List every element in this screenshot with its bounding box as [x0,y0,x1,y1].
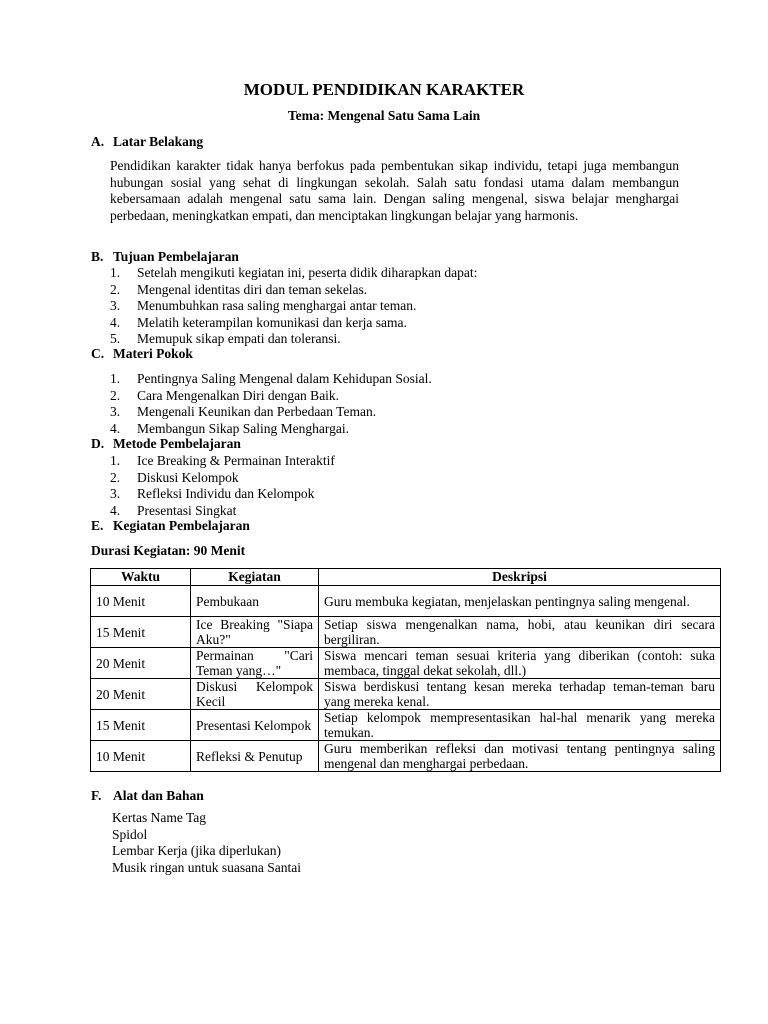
cell-deskripsi: Setiap kelompok mempresentasikan hal-hal menarik yang mereka temukan. [319,710,721,741]
section-b-list [110,265,477,348]
section-b-heading [91,249,239,265]
list-item: 1. Setelah mengikuti kegiatan ini, peserta didik diharapkan dapat: [110,265,478,280]
section-b-title: Tujuan Pembelajaran [113,249,239,264]
section-e-letter: E. [91,518,104,533]
cell-waktu: 20 Menit [91,648,191,679]
cell-waktu: 10 Menit [91,586,191,617]
list-item: Musik ringan untuk suasana Santai [112,859,301,875]
list-item: 1. Ice Breaking & Permainan Interaktif [110,453,335,468]
cell-deskripsi: Siswa mencari teman sesuai kriteria yang diberikan (contoh: suka membaca, tinggal dekat sekolah, dll.) [319,648,721,679]
cell-kegiatan: Presentasi Kelompok [191,710,319,741]
cell-kegiatan: Ice Breaking "Siapa Aku?" [191,617,319,648]
section-c-title: Materi Pokok [113,346,193,361]
list-item: 2. Mengenal identitas diri dan teman sekelas. [110,281,368,297]
list-item: 2. Cara Mengenalkan Diri dengan Baik. [110,387,340,403]
document-subtitle: Tema: Mengenal Satu Sama Lain [287,108,481,123]
header-deskripsi: Deskripsi [319,569,721,586]
list-item: 4. Melatih keterampilan komunikasi dan kerja sama. [110,314,407,330]
activity-table [90,568,721,772]
section-f-list [112,810,301,876]
section-a-heading [91,134,203,150]
section-a-title: Latar Belakang [113,134,204,149]
section-f-heading [91,788,204,804]
cell-deskripsi: Setiap siswa mengenalkan nama, hobi, atau keunikan diri secara bergiliran. [319,617,721,648]
cell-kegiatan: Refleksi & Penutup [191,741,319,772]
table-row [91,679,721,710]
section-d-list [110,453,335,519]
list-item: 3. Refleksi Individu dan Kelompok [110,486,315,501]
section-e-title: Kegiatan Pembelajaran [113,518,250,533]
section-e-heading [91,518,250,534]
list-item: 3. Mengenali Keunikan dan Perbedaan Teman. [110,404,377,419]
list-item: Kertas Name Tag [112,810,207,825]
table-header-row [91,569,721,586]
header-waktu: Waktu [91,569,191,586]
cell-deskripsi: Guru memberikan refleksi dan motivasi tentang pentingnya saling mengenal dan menghargai perbedaan. [319,741,721,772]
list-item: 4. Presentasi Singkat [110,502,237,518]
cell-waktu: 15 Menit [91,710,191,741]
table-row [91,586,721,617]
section-b-letter: B. [91,249,104,264]
cell-waktu: 15 Menit [91,617,191,648]
table-row [91,741,721,772]
table-row [91,617,721,648]
activity-duration: Durasi Kegiatan: 90 Menit [91,543,246,558]
section-a-letter: A. [91,134,105,149]
list-item: 1. Pentingnya Saling Mengenal dalam Kehidupan Sosial. [110,371,432,386]
section-f-title: Alat dan Bahan [113,788,204,803]
section-c-heading [91,346,193,362]
section-a-paragraph: Pendidikan karakter tidak hanya berfokus pada pembentukan sikap individu, tetapi juga membangun hubungan sosial yang sehat di lingkungan sekolah. Salah satu fondasi utama dalam membangun kebersamaan adalah mengenal satu sama lain. Dengan saling mengenal, siswa belajar menghargai perbedaan, meningkatkan empati, dan menciptakan lingkungan belajar yang harmonis. [110,158,679,223]
section-d-title: Metode Pembelajaran [113,436,241,451]
list-item: Spidol [112,826,148,842]
section-c-letter: C. [91,346,105,361]
list-item: 4. Membangun Sikap Saling Menghargai. [110,420,349,436]
header-kegiatan: Kegiatan [191,569,319,586]
list-item: Lembar Kerja (jika diperlukan) [112,843,282,858]
list-item: 3. Menumbuhkan rasa saling menghargai antar teman. [110,298,417,313]
section-d-letter: D. [91,436,105,451]
section-f-letter: F. [91,788,102,803]
cell-deskripsi: Guru membuka kegiatan, menjelaskan pentingnya saling mengenal. [319,586,721,617]
section-d-heading [91,436,241,452]
cell-kegiatan: Diskusi Kelompok Kecil [191,679,319,710]
cell-deskripsi: Siswa berdiskusi tentang kesan mereka terhadap teman-teman baru yang mereka kenal. [319,679,721,710]
section-c-list [110,371,432,437]
cell-waktu: 20 Menit [91,679,191,710]
table-row [91,648,721,679]
document-title: MODUL PENDIDIKAN KARAKTER [243,80,525,99]
table-row [91,710,721,741]
cell-kegiatan: Pembukaan [191,586,319,617]
list-item: 5. Memupuk sikap empati dan toleransi. [110,331,341,346]
cell-waktu: 10 Menit [91,741,191,772]
cell-kegiatan: Permainan "Cari Teman yang…" [191,648,319,679]
list-item: 2. Diskusi Kelompok [110,469,239,485]
